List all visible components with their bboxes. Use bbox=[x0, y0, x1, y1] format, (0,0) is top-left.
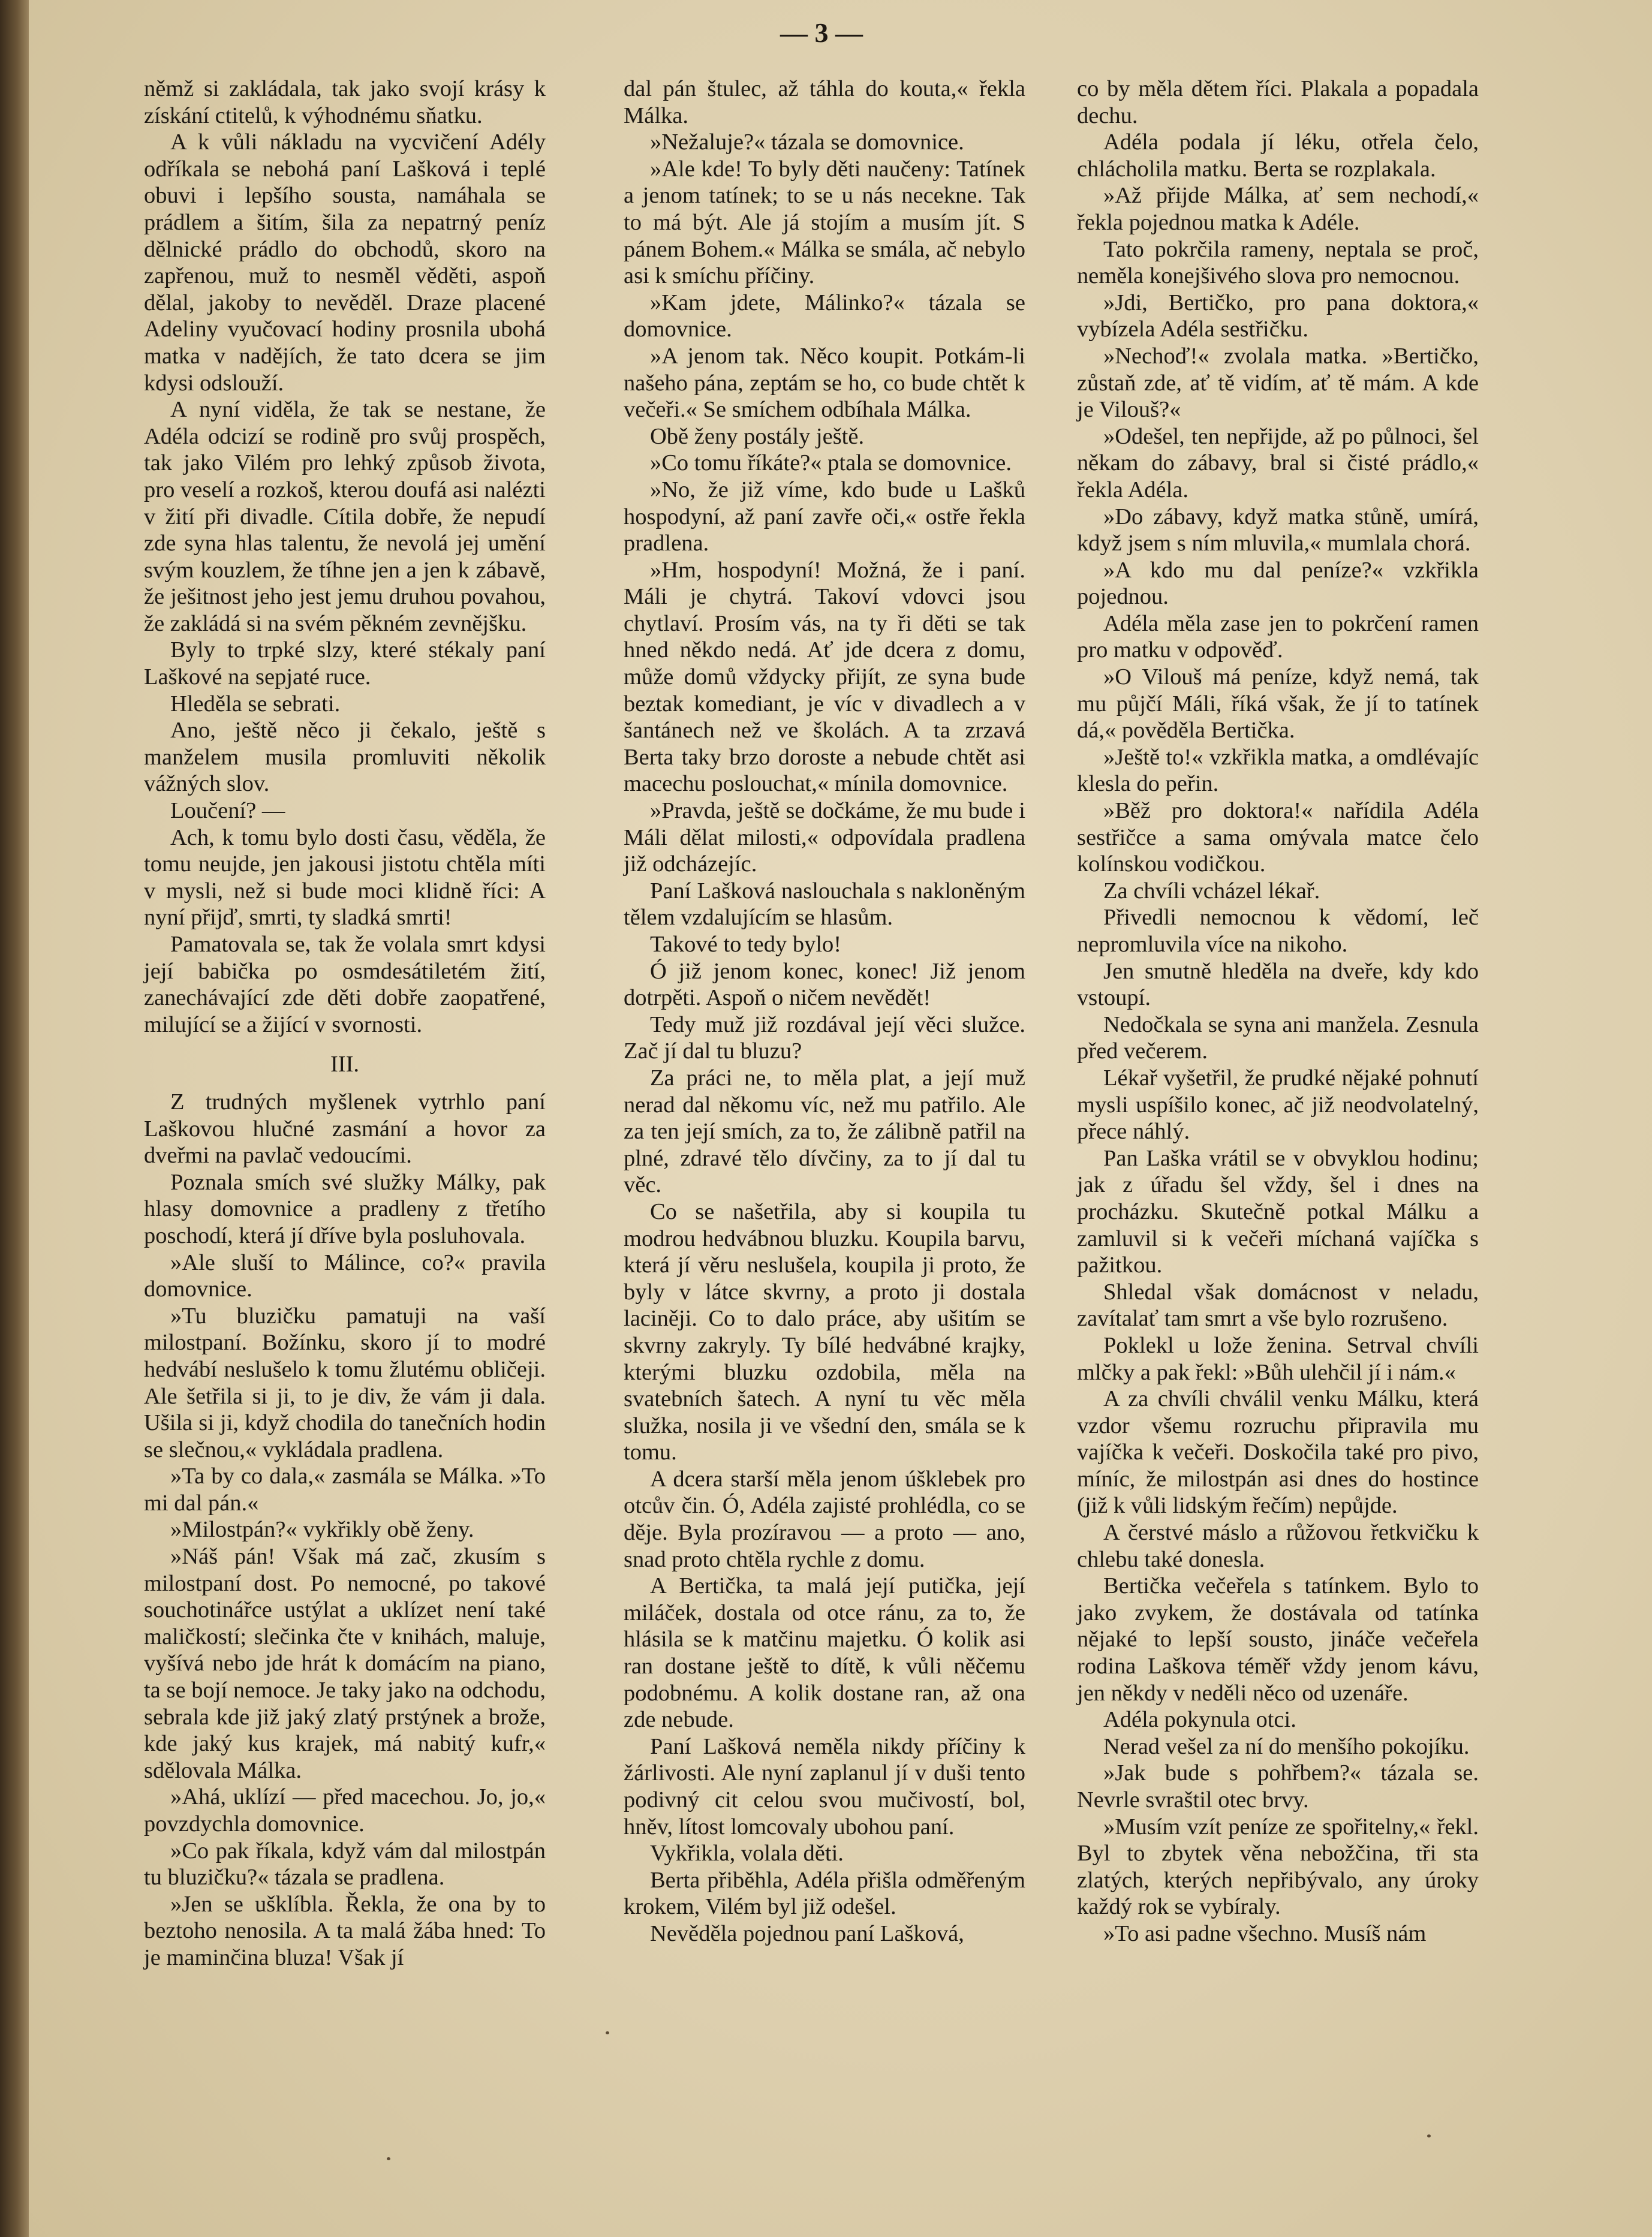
paragraph: Tato pokrčila rameny, neptala se proč, neměla konejšivého slova pro nemocnou. bbox=[1077, 236, 1479, 289]
paragraph: »A jenom tak. Něco koupit. Potkám-li našeho pána, zeptám se ho, co bude chtět k večeři.« Se smíchem odbíhala Málka. bbox=[624, 343, 1025, 423]
paragraph: Tedy muž již rozdával její věci služce. Zač jí dal tu bluzu? bbox=[624, 1011, 1025, 1064]
paragraph: Obě ženy postály ještě. bbox=[650, 423, 865, 449]
paragraph: Hleděla se sebrati. bbox=[170, 691, 341, 716]
paragraph: A Bertička, ta malá její putička, její miláček, dostala od otce ránu, za to, že hlásila se k matčinu majetku. Ó kolik asi ran dostane ještě to dítě, k vůli něčemu podobnému. A kolik dostane ran, až ona zde nebude. bbox=[624, 1573, 1025, 1733]
paragraph: Poklekl u lože ženina. Setrval chvíli mlčky a pak řekl: »Bůh ulehčil jí i nám.« bbox=[1077, 1332, 1479, 1385]
paragraph: »Musím vzít peníze ze spořitelny,« řekl. Byl to zbytek věna nebožčina, tři sta zlatých, kterých nepřibývalo, any úroky každý rok se vybíraly. bbox=[1077, 1814, 1479, 1920]
paragraph: Shledal však domácnost v neladu, zavítalať tam smrt a vše bylo rozrušeno. bbox=[1077, 1279, 1479, 1332]
paragraph: Ach, k tomu bylo dosti času, věděla, že tomu neujde, jen jakousi jistotu chtěla míti v mysli, než si bude moci klidně říci: A nyní přijď, smrti, ty sladká smrti! bbox=[144, 824, 546, 931]
paragraph: »Do zábavy, když matka stůně, umírá, když jsem s ním mluvila,« mumlala chorá. bbox=[1077, 504, 1479, 556]
paragraph: »Milostpán?« vykřikly obě ženy. bbox=[170, 1517, 474, 1543]
book-gutter-shadow bbox=[0, 0, 29, 2237]
paragraph: »Nežaluje?« tázala se domovnice. bbox=[650, 130, 964, 155]
paragraph: »Co tomu říkáte?« ptala se domovnice. bbox=[650, 450, 1012, 476]
text-column-middle bbox=[624, 76, 1025, 1947]
paragraph: Pan Laška vrátil se v obvyklou hodinu; jak z úřadu šel vždy, šel i dnes na procházku. Skutečně potkal Málku a zamluvil si k večeři míchaná vajíčka s pažitkou. bbox=[1077, 1145, 1479, 1278]
page-number: — 3 — bbox=[780, 17, 863, 48]
paragraph: Přivedli nemocnou k vědomí, leč nepromluvila více na nikoho. bbox=[1077, 905, 1479, 957]
paragraph: »Co pak říkala, když vám dal milostpán tu bluzičku?« tázala se pradlena. bbox=[144, 1838, 546, 1890]
paragraph: Byly to trpké slzy, které stékaly paní Laškové na sepjaté ruce. bbox=[144, 637, 546, 690]
paragraph: Z trudných myšlenek vytrhlo paní Laškovou hlučné zasmání a hovor za dveřmi na pavlač vedoucími. bbox=[144, 1089, 546, 1169]
paragraph: Paní Lašková naslouchala s nakloněným tělem vzdalujícím se hlasům. bbox=[624, 878, 1025, 931]
paragraph: »Pravda, ještě se dočkáme, že mu bude i Máli dělat milosti,« odpovídala pradlena již odcházejíc. bbox=[624, 798, 1025, 877]
paragraph: A za chvíli chválil venku Málku, která vzdor všemu rozruchu připravila mu vajíčka k večeři. Doskočila také pro pivo, míníc, že milostpán asi dnes do hostince (již k vůli lidským řečím) nepůjde. bbox=[1077, 1386, 1479, 1519]
paragraph: Nevěděla pojednou paní Lašková, bbox=[650, 1920, 964, 1946]
paragraph: dal pán štulec, až táhla do kouta,« řekla Málka. bbox=[624, 76, 1025, 128]
paragraph: Co se našetřila, aby si koupila tu modrou hedvábnou bluzku. Koupila barvu, která jí věru neslušela, koupila ji proto, že byly v látce skvrny, a proto ji dostala laciněji. Co to dalo práce, aby ušitím se skvrny zakryly. Ty bílé hedvábné krajky, kterými bluzku ozdobila, měla na svatebních šatech. A nyní tu věc měla služka, nosila ji ve všední den, smála se k tomu. bbox=[624, 1199, 1025, 1465]
paragraph: »Ta by co dala,« zasmála se Málka. »To mi dal pán.« bbox=[144, 1464, 546, 1516]
paragraph: Adéla pokynula otci. bbox=[1103, 1707, 1296, 1733]
paragraph: Adéla podala jí léku, otřela čelo, chlácholila matku. Berta se rozplakala. bbox=[1077, 130, 1479, 182]
paragraph: Lékař vyšetřil, že prudké nějaké pohnutí mysli uspíšilo konec, ač již neodvolatelný, přece náhlý. bbox=[1077, 1065, 1479, 1145]
paragraph: »Náš pán! Však má zač, zkusím s milostpaní dost. Po nemocné, po takové souchotinářce ustýlat a uklízet není také maličkostí; slečinka čte v knihách, maluje, vyšívá nebo jde hrát k domácím na piano, ta se bojí nemoce. Je taky jako na odchodu, sebrala kde již jaký zlatý prstýnek a brože, kde jaký kus krajek, má nabitý kufr,« sdělovala Málka. bbox=[144, 1544, 546, 1783]
paragraph: »Kam jdete, Málinko?« tázala se domovnice. bbox=[624, 290, 1025, 342]
paragraph: »Odešel, ten nepřijde, až po půlnoci, šel někam do zábavy, bral si čisté prádlo,« řekla Adéla. bbox=[1077, 423, 1479, 502]
paragraph: Nerad vešel za ní do menšího pokojíku. bbox=[1103, 1733, 1470, 1759]
paragraph: Paní Lašková neměla nikdy příčiny k žárlivosti. Ale nyní zaplanul jí v duši tento podivný cit celou svou mučivostí, bol, hněv, lítost lomcovaly ubohou paní. bbox=[624, 1733, 1025, 1839]
paper-speck bbox=[1427, 2134, 1431, 2137]
paragraph: Adéla měla zase jen to pokrčení ramen pro matku v odpověď. bbox=[1077, 610, 1479, 663]
paragraph: Berta přiběhla, Adéla přišla odměřeným krokem, Vilém byl již odešel. bbox=[624, 1867, 1025, 1920]
paragraph: Vykřikla, volala děti. bbox=[650, 1841, 844, 1866]
paragraph: »Ale kde! To byly děti naučeny: Tatínek a jenom tatínek; to se u nás necekne. Tak to má být. Ale já stojím a musím jít. S pánem Bohem.« Málka se smála, ač nebylo asi k smíchu příčiny. bbox=[624, 156, 1025, 289]
paper-speck bbox=[606, 2031, 609, 2034]
text-column-left bbox=[144, 76, 546, 1971]
paragraph: »Tu bluzičku pamatuji na vaší milostpaní. Božínku, skoro jí to modré hedvábí neslušelo k tomu žlutému obličeji. Ale šetřila si ji, to je div, že vám ji dala. Ušila si ji, když chodila do tanečních hodin se slečnou,« vykládala pradlena. bbox=[144, 1303, 546, 1462]
text-column-right bbox=[1077, 76, 1479, 1947]
paragraph: Takové to tedy bylo! bbox=[650, 932, 842, 957]
paragraph: »No, že již víme, kdo bude u Lašků hospodyní, až paní zavře oči,« ostře řekla pradlena. bbox=[624, 477, 1025, 556]
paragraph: A k vůli nákladu na vycvičení Adély odříkala se nebohá paní Lašková i teplé obuvi i lepšího sousta, namáhala se prádlem a šitím, šila za nepatrný peníz dělnické prádlo do obchodů, skoro na zapřenou, muž to nesměl věděti, aspoň dělal, jakoby to nevěděl. Draze placené Adeliny vyučovací hodiny prosnila ubohá matka v nadějích, že tato dcera se jim kdysi odslouží. bbox=[144, 130, 546, 396]
paragraph: »Ještě to!« vzkřikla matka, a omdlévajíc klesla do peřin. bbox=[1077, 744, 1479, 797]
paragraph: »To asi padne všechno. Musíš nám bbox=[1103, 1920, 1427, 1946]
paragraph: Jen smutně hleděla na dveře, kdy kdo vstoupí. bbox=[1077, 958, 1479, 1011]
paragraph: »Až přijde Málka, ať sem nechodí,« řekla pojednou matka k Adéle. bbox=[1077, 183, 1479, 235]
paragraph: Poznala smích své služky Málky, pak hlasy domovnice a pradleny z třetího poschodí, která jí dříve byla posluhovala. bbox=[144, 1169, 546, 1248]
paper-speck bbox=[387, 2157, 390, 2160]
paragraph: »Jen se ušklíbla. Řekla, že ona by to beztoho nenosila. A ta malá žába hned: To je maminčina bluza! Však jí bbox=[144, 1891, 546, 1970]
paragraph: »A kdo mu dal peníze?« vzkřikla pojednou. bbox=[1077, 557, 1479, 610]
paragraph: Loučení? — bbox=[170, 798, 285, 824]
paragraph: »Jdi, Bertičko, pro pana doktora,« vybízela Adéla sestřičku. bbox=[1077, 290, 1479, 342]
paragraph: Ó již jenom konec, konec! Již jenom dotrpěti. Aspoň o ničem nevědět! bbox=[624, 958, 1025, 1011]
paragraph: A dcera starší měla jenom úšklebek pro otcův čin. Ó, Adéla zajisté prohlédla, co se děje. Byla prozíravou — a proto — ano, snad proto chtěla rychle z domu. bbox=[624, 1466, 1025, 1572]
paragraph: Nedočkala se syna ani manžela. Zesnula před večerem. bbox=[1077, 1011, 1479, 1064]
paragraph: »Jak bude s pohřbem?« tázala se. Nevrle svraštil otec brvy. bbox=[1077, 1760, 1479, 1813]
paragraph: »Běž pro doktora!« nařídila Adéla sestřičce a sama omývala matce čelo kolínskou vodičkou. bbox=[1077, 798, 1479, 877]
chapter-heading: III. bbox=[330, 1052, 360, 1077]
paragraph: »Nechoď!« zvolala matka. »Bertičko, zůstaň zde, ať tě vidím, ať tě mám. A kde je Vilouš?« bbox=[1077, 343, 1479, 423]
paragraph: němž si zakládala, tak jako svojí krásy k získání ctitelů, k výhodnému sňatku. bbox=[144, 76, 546, 128]
paragraph: A nyní viděla, že tak se nestane, že Adéla odcizí se rodině pro svůj prospěch, tak jako Vilém pro lehký způsob života, pro veselí a rozkoš, kterou doufá asi nalézti v žití při divadle. Cítila dobře, že nepudí zde syna hlas talentu, že nevolá jej umění svým kouzlem, že tíhne jen a jen k zábavě, že ješitnost jeho jest jemu druhou povahou, že zakládá si na svém pěkném zevnějšku. bbox=[144, 397, 546, 636]
paragraph: »Ahá, uklízí — před macechou. Jo, jo,« povzdychla domovnice. bbox=[144, 1784, 546, 1836]
paragraph: »O Vilouš má peníze, když nemá, tak mu půjčí Máli, říká však, že jí to tatínek dá,« pověděla Bertička. bbox=[1077, 664, 1479, 743]
paragraph: Ano, ještě něco ji čekalo, ještě s manželem musila promluviti několik vážných slov. bbox=[144, 718, 546, 797]
paragraph: Za práci ne, to měla plat, a její muž nerad dal někomu víc, než mu patřilo. Ale za ten její smích, za to, že zálibně patřil na plné, zdravé tělo dívčiny, za to jí dal tu věc. bbox=[624, 1065, 1025, 1198]
paragraph: »Hm, hospodyní! Možná, že i paní. Máli je chytrá. Takoví vdovci jsou chytlaví. Prosím vás, na ty ři děti se tak hned někdo nedá. Ať jde dcera z domu, může domů vždycky přijít, ze syna bude beztak komediant, je víc v divadlech a v šantánech než ve školách. A ta zrzavá Berta taky brzo doroste a nebude chtět asi macechu poslouchat,« mínila domovnice. bbox=[624, 557, 1025, 797]
paragraph: »Ale sluší to Málince, co?« pravila domovnice. bbox=[144, 1250, 546, 1302]
paragraph: Pamatovala se, tak že volala smrt kdysi její babička po osmdesátiletém žití, zanechávající zde děti dobře zaopatřené, milující se a žijící v svornosti. bbox=[144, 932, 546, 1037]
paragraph: Za chvíli vcházel lékař. bbox=[1103, 878, 1320, 904]
paragraph: A čerstvé máslo a růžovou řetkvičku k chlebu také donesla. bbox=[1077, 1520, 1479, 1572]
paragraph: co by měla dětem říci. Plakala a popadala dechu. bbox=[1077, 76, 1479, 128]
paragraph: Bertička večeřela s tatínkem. Bylo to jako zvykem, že dostávala od tatínka nějaké to lepší sousto, jináče večeřela rodina Laškova téměř vždy jenom kávu, jen někdy v neděli něco od uzenáře. bbox=[1077, 1573, 1479, 1706]
